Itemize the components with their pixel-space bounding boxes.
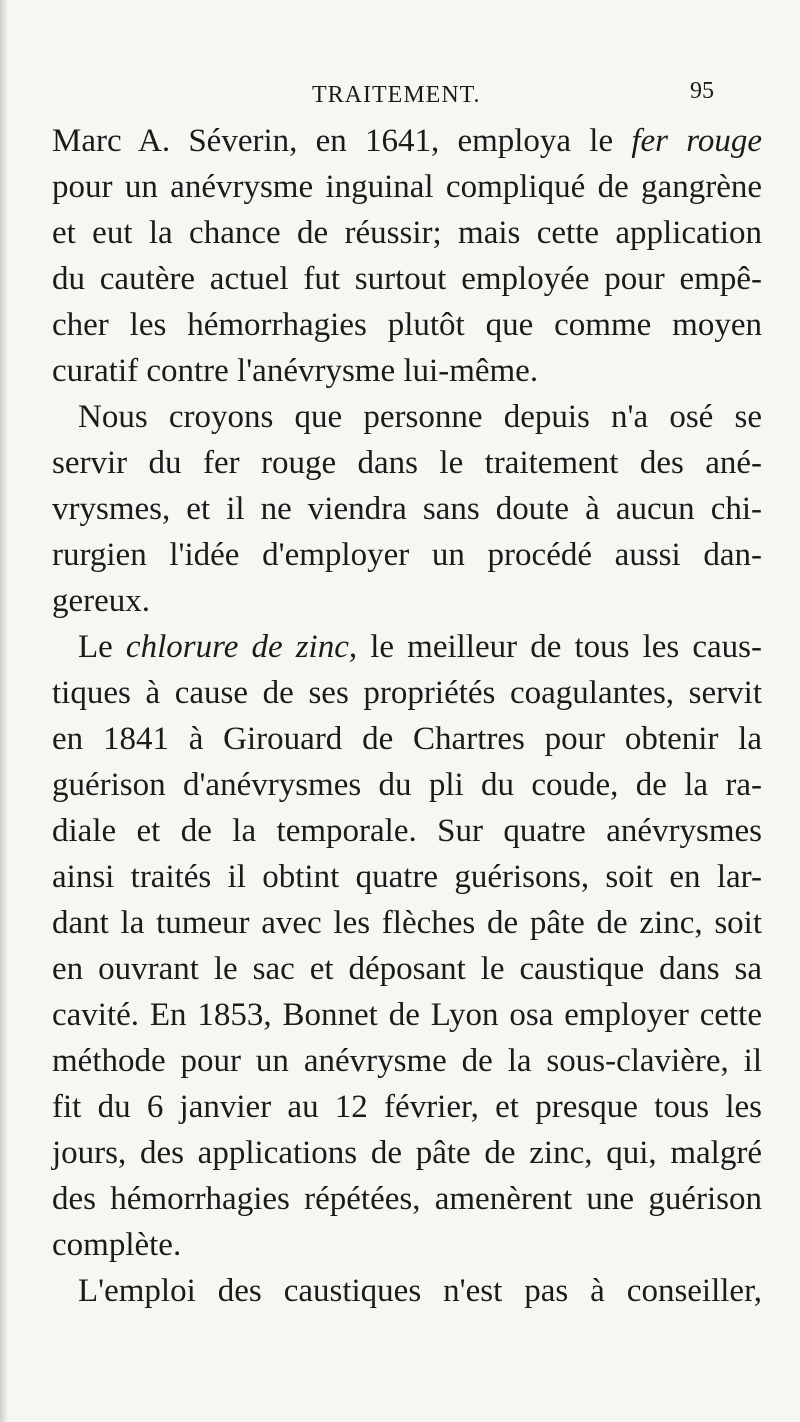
text-line: méthode pour un anévrysme de la sous-clavière, il	[52, 1043, 762, 1079]
text-line: et eut la chance de réussir; mais cette application	[52, 215, 762, 251]
text-line: Marc A. Séverin, en 1641, employa le fer rouge	[52, 123, 762, 159]
body-text	[52, 118, 762, 1314]
text-line: gereux.	[52, 583, 151, 619]
text-line: cavité. En 1853, Bonnet de Lyon osa employer cette	[52, 997, 762, 1033]
text-line: dant la tumeur avec les flèches de pâte de zinc, soit	[52, 905, 762, 941]
page-header	[0, 78, 800, 112]
paragraph-start-line: Nous croyons que personne depuis n'a osé se	[78, 399, 762, 435]
text-line: rurgien l'idée d'employer un procédé aussi dan-	[52, 537, 762, 573]
text-line: guérison d'anévrysmes du pli du coude, de la ra-	[52, 767, 762, 803]
text-line: cher les hémorrhagies plutôt que comme moyen	[52, 307, 762, 343]
text-line: du cautère actuel fut surtout employée pour empê-	[52, 261, 762, 297]
text-line: servir du fer rouge dans le traitement des ané-	[52, 445, 762, 481]
text-line: complète.	[52, 1227, 182, 1263]
text-line: ainsi traités il obtint quatre guérisons, soit en lar-	[52, 859, 762, 895]
paragraph-start-line: Le chlorure de zinc, le meilleur de tous les caus-	[78, 629, 762, 665]
italic-phrase: chlorure de zinc,	[125, 629, 358, 665]
text-line: jours, des applications de pâte de zinc, qui, malgré	[52, 1135, 762, 1171]
text-line: fit du 6 janvier au 12 février, et presque tous les	[52, 1089, 762, 1125]
text-line: diale et de la temporale. Sur quatre anévrysmes	[52, 813, 762, 849]
text-line: tiques à cause de ses propriétés coagulantes, servit	[52, 675, 762, 711]
text-line: en ouvrant le sac et déposant le caustique dans sa	[52, 951, 762, 987]
text-line: en 1841 à Girouard de Chartres pour obtenir la	[52, 721, 762, 757]
text-line: pour un anévrysme inguinal compliqué de gangrène	[52, 169, 762, 205]
text-line: vrysmes, et il ne viendra sans doute à aucun chi-	[52, 491, 762, 527]
text-line: des hémorrhagies répétées, amenèrent une guérison	[52, 1181, 762, 1217]
running-title: TRAITEMENT.	[312, 82, 481, 108]
text-line: curatif contre l'anévrysme lui-même.	[52, 353, 539, 389]
paragraph-start-line: L'emploi des caustiques n'est pas à conseiller,	[78, 1273, 762, 1309]
italic-phrase: fer rouge	[631, 123, 762, 159]
page-number: 95	[690, 78, 714, 104]
page-gutter	[0, 0, 8, 1422]
